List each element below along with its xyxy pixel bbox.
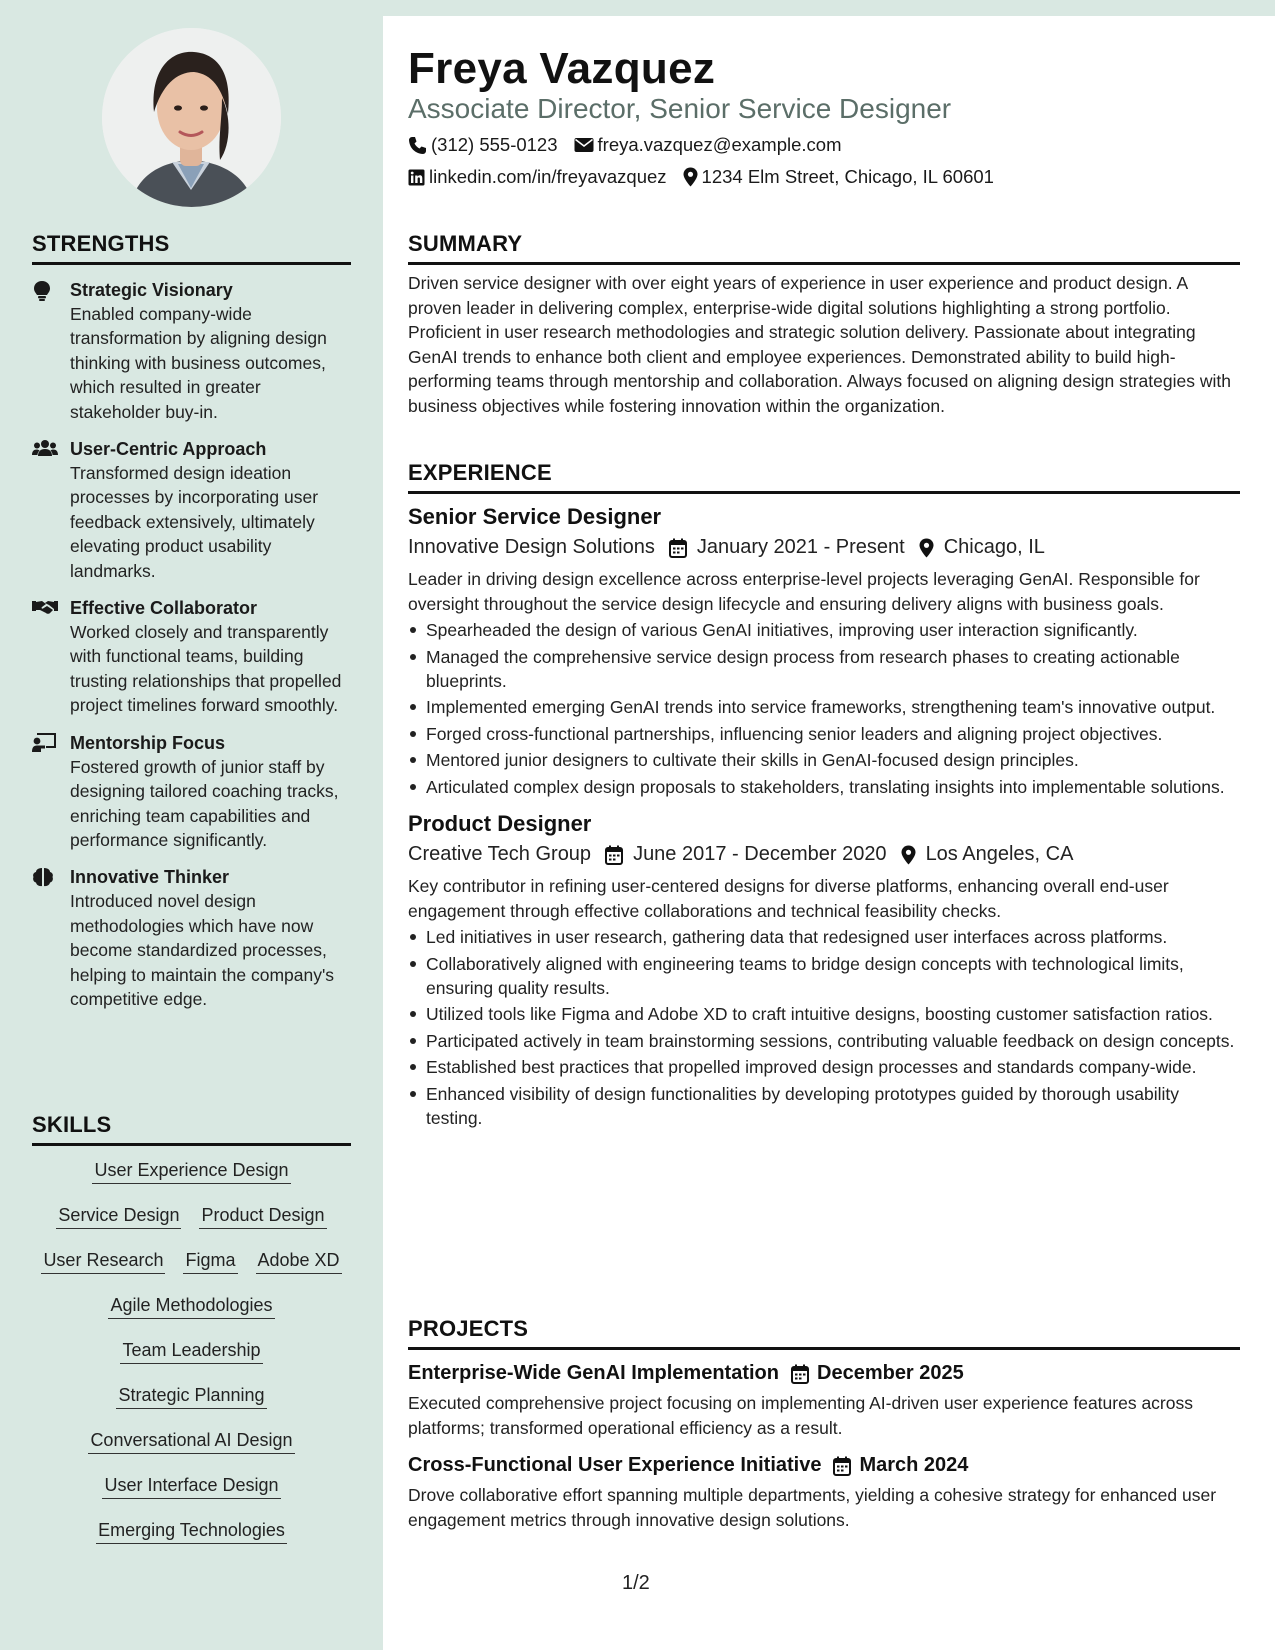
skill-tag: Product Design: [199, 1203, 326, 1229]
list-item: Led initiatives in user research, gathering data that redesigned user interfaces across platforms.: [408, 925, 1240, 949]
job-meta: [408, 843, 1240, 866]
project-header: [408, 1454, 1240, 1477]
project-entry: [408, 1454, 1240, 1532]
strength-title: User-Centric Approach: [70, 439, 267, 460]
skill-tag: Strategic Planning: [116, 1383, 266, 1409]
job-location-text: Chicago, IL: [943, 536, 1045, 558]
projects-section: [408, 1316, 1240, 1532]
top-band: [383, 0, 1275, 16]
list-item: Established best practices that propelled improved design processes and standards company-wide.: [408, 1055, 1240, 1079]
project-header: [408, 1362, 1240, 1385]
experience-heading: EXPERIENCE: [408, 460, 1240, 494]
summary-heading: SUMMARY: [408, 231, 1240, 265]
strength-title: Innovative Thinker: [70, 867, 230, 888]
skill-tag: Emerging Technologies: [96, 1518, 287, 1544]
strength-desc: Transformed design ideation processes by incorporating user feedback extensively, ultimately elevating product usability landmarks.: [70, 463, 319, 581]
envelope-icon: [574, 137, 594, 153]
job-location: [901, 843, 1074, 866]
project-description: Executed comprehensive project focusing on implementing AI-driven user experience features across platforms; transformed operational efficiency as a result.: [408, 1393, 1193, 1438]
handshake-icon: [32, 596, 70, 718]
project-description: Drove collaborative effort spanning multiple departments, yielding a cohesive strategy for enhanced user engagement metrics through innovative design solutions.: [408, 1485, 1217, 1530]
strength-title: Effective Collaborator: [70, 598, 258, 619]
calendar-icon: [669, 538, 687, 558]
skills-heading: SKILLS: [32, 1112, 351, 1146]
job-entry: [408, 811, 1240, 1130]
skill-tag: Figma: [183, 1248, 237, 1274]
candidate-role: Associate Director, Senior Service Designer: [408, 93, 952, 124]
skill-tag: Team Leadership: [120, 1338, 262, 1364]
job-dates: [669, 536, 905, 559]
job-location-text: Los Angeles, CA: [925, 843, 1074, 866]
strength-desc: Fostered growth of junior staff by designing tailored coaching tracks, enriching team capabilities and performance significantly.: [70, 756, 339, 850]
project-date: [791, 1362, 964, 1385]
phone-text: (312) 555-0123: [431, 134, 558, 155]
skill-tag: User Experience Design: [92, 1158, 290, 1184]
email-contact[interactable]: [574, 134, 842, 156]
calendar-icon: [791, 1364, 809, 1384]
strengths-heading: STRENGTHS: [32, 231, 351, 265]
strength-item: [32, 731, 351, 853]
list-item: Collaboratively aligned with engineering teams to bridge design concepts with technological limits, ensuring quality results.: [408, 952, 1240, 1001]
strength-item: [32, 437, 351, 583]
job-bullets: [408, 925, 1240, 1130]
phone-contact: [408, 134, 558, 156]
job-title: Product Designer: [408, 811, 592, 837]
phone-icon: [408, 136, 427, 155]
project-title: Cross-Functional User Experience Initiative: [408, 1454, 822, 1477]
projects-heading: PROJECTS: [408, 1316, 1240, 1350]
job-description: Key contributor in refining user-centered designs for diverse platforms, enhancing overall end-user engagement through effective collaborations and technical feasibility checks.: [408, 876, 1169, 921]
strength-desc: Enabled company-wide transformation by aligning design thinking with business outcomes, which resulted in greater stakeholder buy-in.: [70, 304, 327, 422]
skill-tag: Agile Methodologies: [108, 1293, 274, 1319]
page-number: 1/2: [622, 1572, 650, 1594]
list-item: Implemented emerging GenAI trends into service frameworks, strengthening team's innovative output.: [408, 695, 1240, 719]
strength-desc: Introduced novel design methodologies which have now become standardized processes, helping to maintain the company's competitive edge.: [70, 891, 335, 1009]
contact-row-1: [408, 134, 841, 156]
address-text: 1234 Elm Street, Chicago, IL 60601: [701, 166, 994, 187]
list-item: Participated actively in team brainstorming sessions, contributing valuable feedback on design concepts.: [408, 1029, 1240, 1053]
map-pin-icon: [683, 167, 698, 187]
project-title: Enterprise-Wide GenAI Implementation: [408, 1362, 779, 1384]
address-contact: [683, 166, 994, 188]
project-date: [833, 1454, 968, 1477]
strength-item: [32, 865, 351, 1011]
list-item: Mentored junior designers to cultivate their skills in GenAI-focused design principles.: [408, 748, 1240, 772]
job-description: Leader in driving design excellence across enterprise-level projects leveraging GenAI. Responsible for oversight throughout the service design lifecycle and ensuring delivery aligns with business goals.: [408, 569, 1200, 614]
linkedin-contact[interactable]: [408, 166, 667, 188]
list-item: Spearheaded the design of various GenAI initiatives, improving user interaction significantly.: [408, 618, 1240, 642]
skill-tag: User Interface Design: [102, 1473, 280, 1499]
linkedin-icon: [408, 169, 425, 186]
job-entry: [408, 504, 1240, 799]
job-dates-text: June 2017 - December 2020: [633, 843, 887, 866]
list-item: Managed the comprehensive service design process from research phases to creating actionable blueprints.: [408, 645, 1240, 694]
email-text[interactable]: freya.vazquez@example.com: [597, 134, 842, 155]
project-entry: [408, 1362, 1240, 1440]
job-company: Innovative Design Solutions: [408, 536, 655, 558]
skill-tag: Conversational AI Design: [88, 1428, 294, 1454]
skill-tag: Service Design: [56, 1203, 181, 1229]
summary-section: [408, 231, 1240, 419]
profile-photo-icon: [102, 28, 281, 207]
skills-section: [32, 1112, 351, 1563]
avatar: [102, 28, 281, 207]
experience-section: [408, 460, 1240, 1130]
job-dates-text: January 2021 - Present: [696, 536, 905, 558]
calendar-icon: [605, 845, 623, 865]
list-item: Enhanced visibility of design functionalities by developing prototypes guided by thorough usability testing.: [408, 1082, 1240, 1131]
strength-desc: Worked closely and transparently with functional teams, building trusting relationships that propelled project timelines forward smoothly.: [70, 622, 342, 716]
map-pin-icon: [901, 845, 916, 865]
list-item: Forged cross-functional partnerships, influencing senior leaders and aligning project objectives.: [408, 722, 1240, 746]
calendar-icon: [833, 1456, 851, 1476]
lightbulb-icon: [32, 278, 70, 424]
strength-item: [32, 596, 351, 718]
list-item: Utilized tools like Figma and Adobe XD to craft intuitive designs, boosting customer satisfaction ratios.: [408, 1002, 1240, 1026]
strength-title: Mentorship Focus: [70, 732, 226, 753]
users-icon: [32, 437, 70, 583]
chalkboard-teacher-icon: [32, 731, 70, 853]
list-item: Articulated complex design proposals to stakeholders, translating insights into implementable solutions.: [408, 775, 1240, 799]
strength-item: [32, 278, 351, 424]
project-date-text: March 2024: [859, 1454, 969, 1477]
brain-icon: [32, 865, 70, 1011]
job-title: Senior Service Designer: [408, 504, 662, 529]
skills-list: [32, 1158, 351, 1563]
summary-text: Driven service designer with over eight years of experience in user experience and product design. A proven leader in delivering complex, enterprise-wide digital solutions highlighting a strong portfolio. Proficient in user research methodologies and strategic solution delivery. Passionate about integrating GenAI trends to enhance both client and employee experiences. Demonstrated ability to build high-performing teams through mentorship and collaboration. Always focused on aligning design strategies with business objectives while fostering innovation within the organization.: [408, 273, 1231, 416]
linkedin-text[interactable]: linkedin.com/in/freyavazquez: [429, 166, 667, 187]
map-pin-icon: [919, 538, 934, 558]
skill-tag: Adobe XD: [256, 1248, 342, 1274]
job-dates: [605, 843, 887, 866]
candidate-name: Freya Vazquez: [408, 44, 716, 93]
project-date-text: December 2025: [817, 1362, 964, 1384]
strengths-section: [32, 231, 351, 1011]
job-bullets: [408, 618, 1240, 799]
skill-tag: User Research: [41, 1248, 165, 1274]
job-location: [919, 536, 1045, 559]
job-meta: [408, 536, 1240, 559]
contact-row-2: [408, 166, 994, 188]
job-company: Creative Tech Group: [408, 843, 592, 866]
strength-title: Strategic Visionary: [70, 280, 233, 300]
